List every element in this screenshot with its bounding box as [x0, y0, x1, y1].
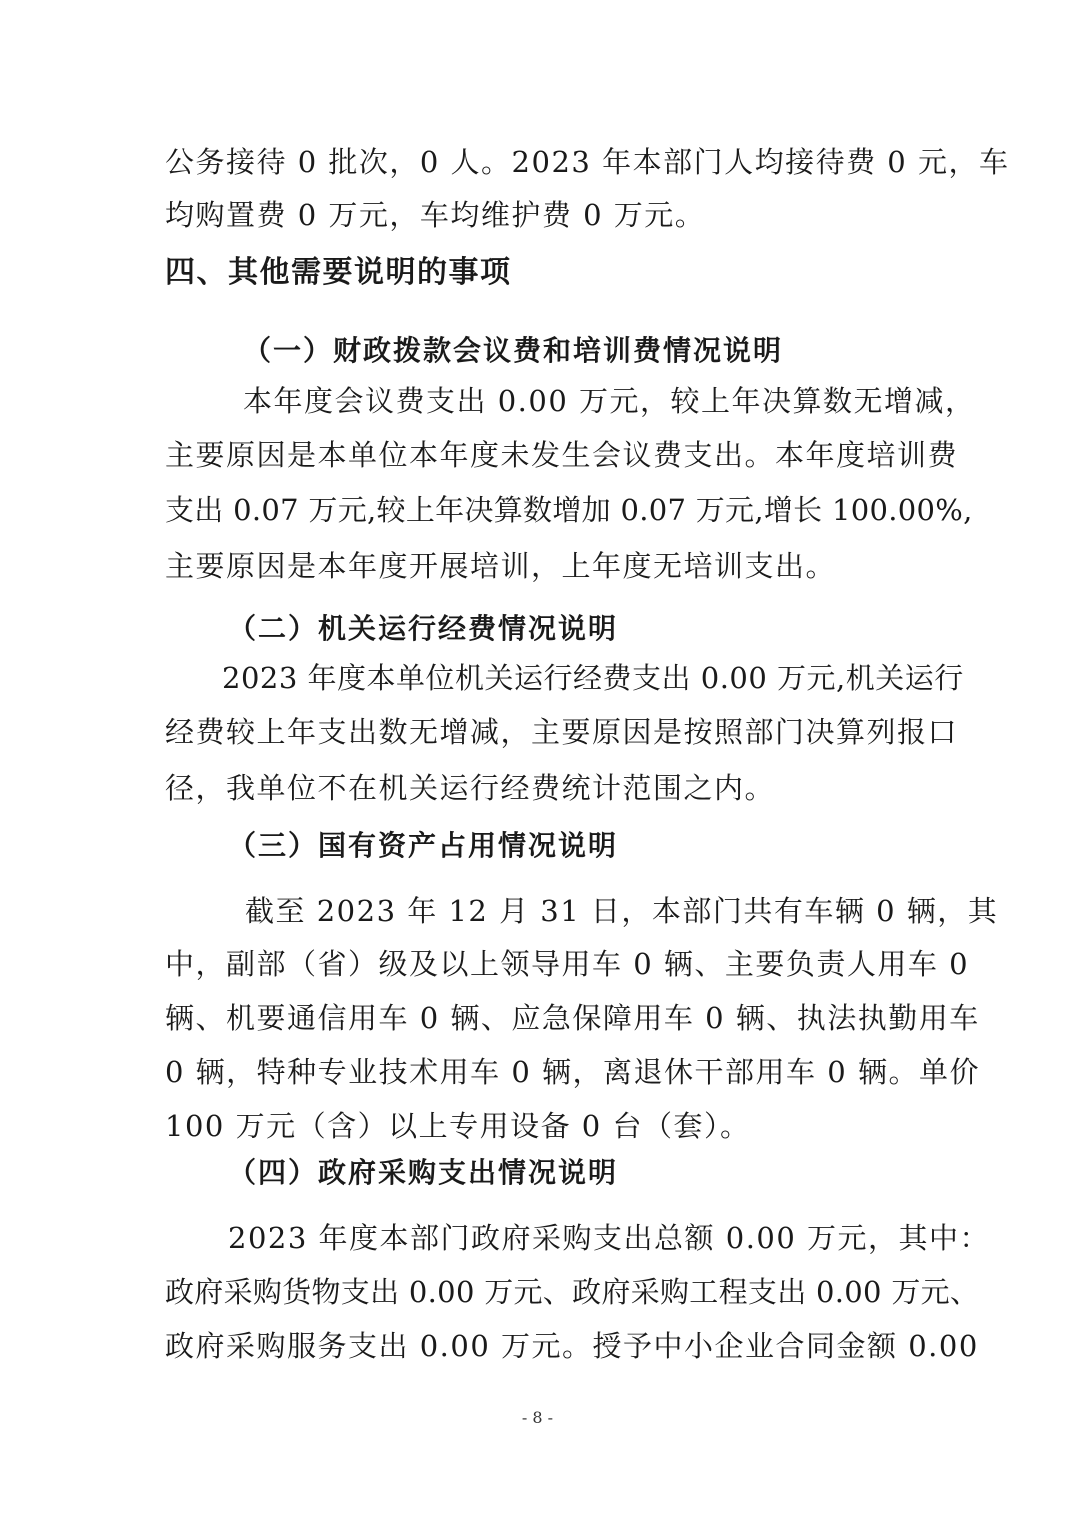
paragraph-line: 经费较上年支出数无增减，主要原因是按照部门决算列报口	[165, 715, 959, 749]
page-number: - 8 -	[521, 1408, 554, 1427]
subsection-heading: （三）国有资产占用情况说明	[228, 829, 619, 862]
paragraph-line: 100 万元（含）以上专用设备 0 台（套）。	[165, 1109, 751, 1143]
paragraph-line: 主要原因是本年度开展培训，上年度无培训支出。	[165, 549, 837, 583]
paragraph-line: 政府采购服务支出 0.00 万元。授予中小企业合同金额 0.00	[165, 1329, 979, 1363]
paragraph-line: 主要原因是本单位本年度未发生会议费支出。本年度培训费	[165, 438, 959, 472]
paragraph-line: 本年度会议费支出 0.00 万元，较上年决算数无增减，	[243, 384, 976, 418]
paragraph-line: 2023 年度本部门政府采购支出总额 0.00 万元，其中：	[228, 1221, 991, 1255]
paragraph-line: 政府采购货物支出 0.00 万元、政府采购工程支出 0.00 万元、	[165, 1275, 980, 1309]
paragraph-line: 2023 年度本单位机关运行经费支出 0.00 万元,机关运行	[222, 661, 964, 695]
paragraph-line: 径，我单位不在机关运行经费统计范围之内。	[165, 771, 776, 805]
paragraph-line: 支出 0.07 万元,较上年决算数增加 0.07 万元,增长 100.00%,	[165, 493, 973, 527]
section-heading: 四、其他需要说明的事项	[165, 255, 512, 290]
paragraph-line: 截至 2023 年 12 月 31 日，本部门共有车辆 0 辆，其	[245, 894, 999, 928]
paragraph-line: 均购置费 0 万元，车均维护费 0 万元。	[165, 198, 706, 232]
paragraph-line: 0 辆，特种专业技术用车 0 辆，离退休干部用车 0 辆。单价	[165, 1055, 980, 1089]
paragraph-line: 公务接待 0 批次，0 人。2023 年本部门人均接待费 0 元，车	[165, 145, 1010, 179]
subsection-heading: （二）机关运行经费情况说明	[228, 612, 619, 645]
paragraph-line: 辆、机要通信用车 0 辆、应急保障用车 0 辆、执法执勤用车	[165, 1001, 980, 1035]
subsection-heading: （一）财政拨款会议费和培训费情况说明	[243, 334, 784, 367]
subsection-heading: （四）政府采购支出情况说明	[228, 1156, 619, 1189]
paragraph-line: 中，副部（省）级及以上领导用车 0 辆、主要负责人用车 0	[165, 947, 970, 981]
